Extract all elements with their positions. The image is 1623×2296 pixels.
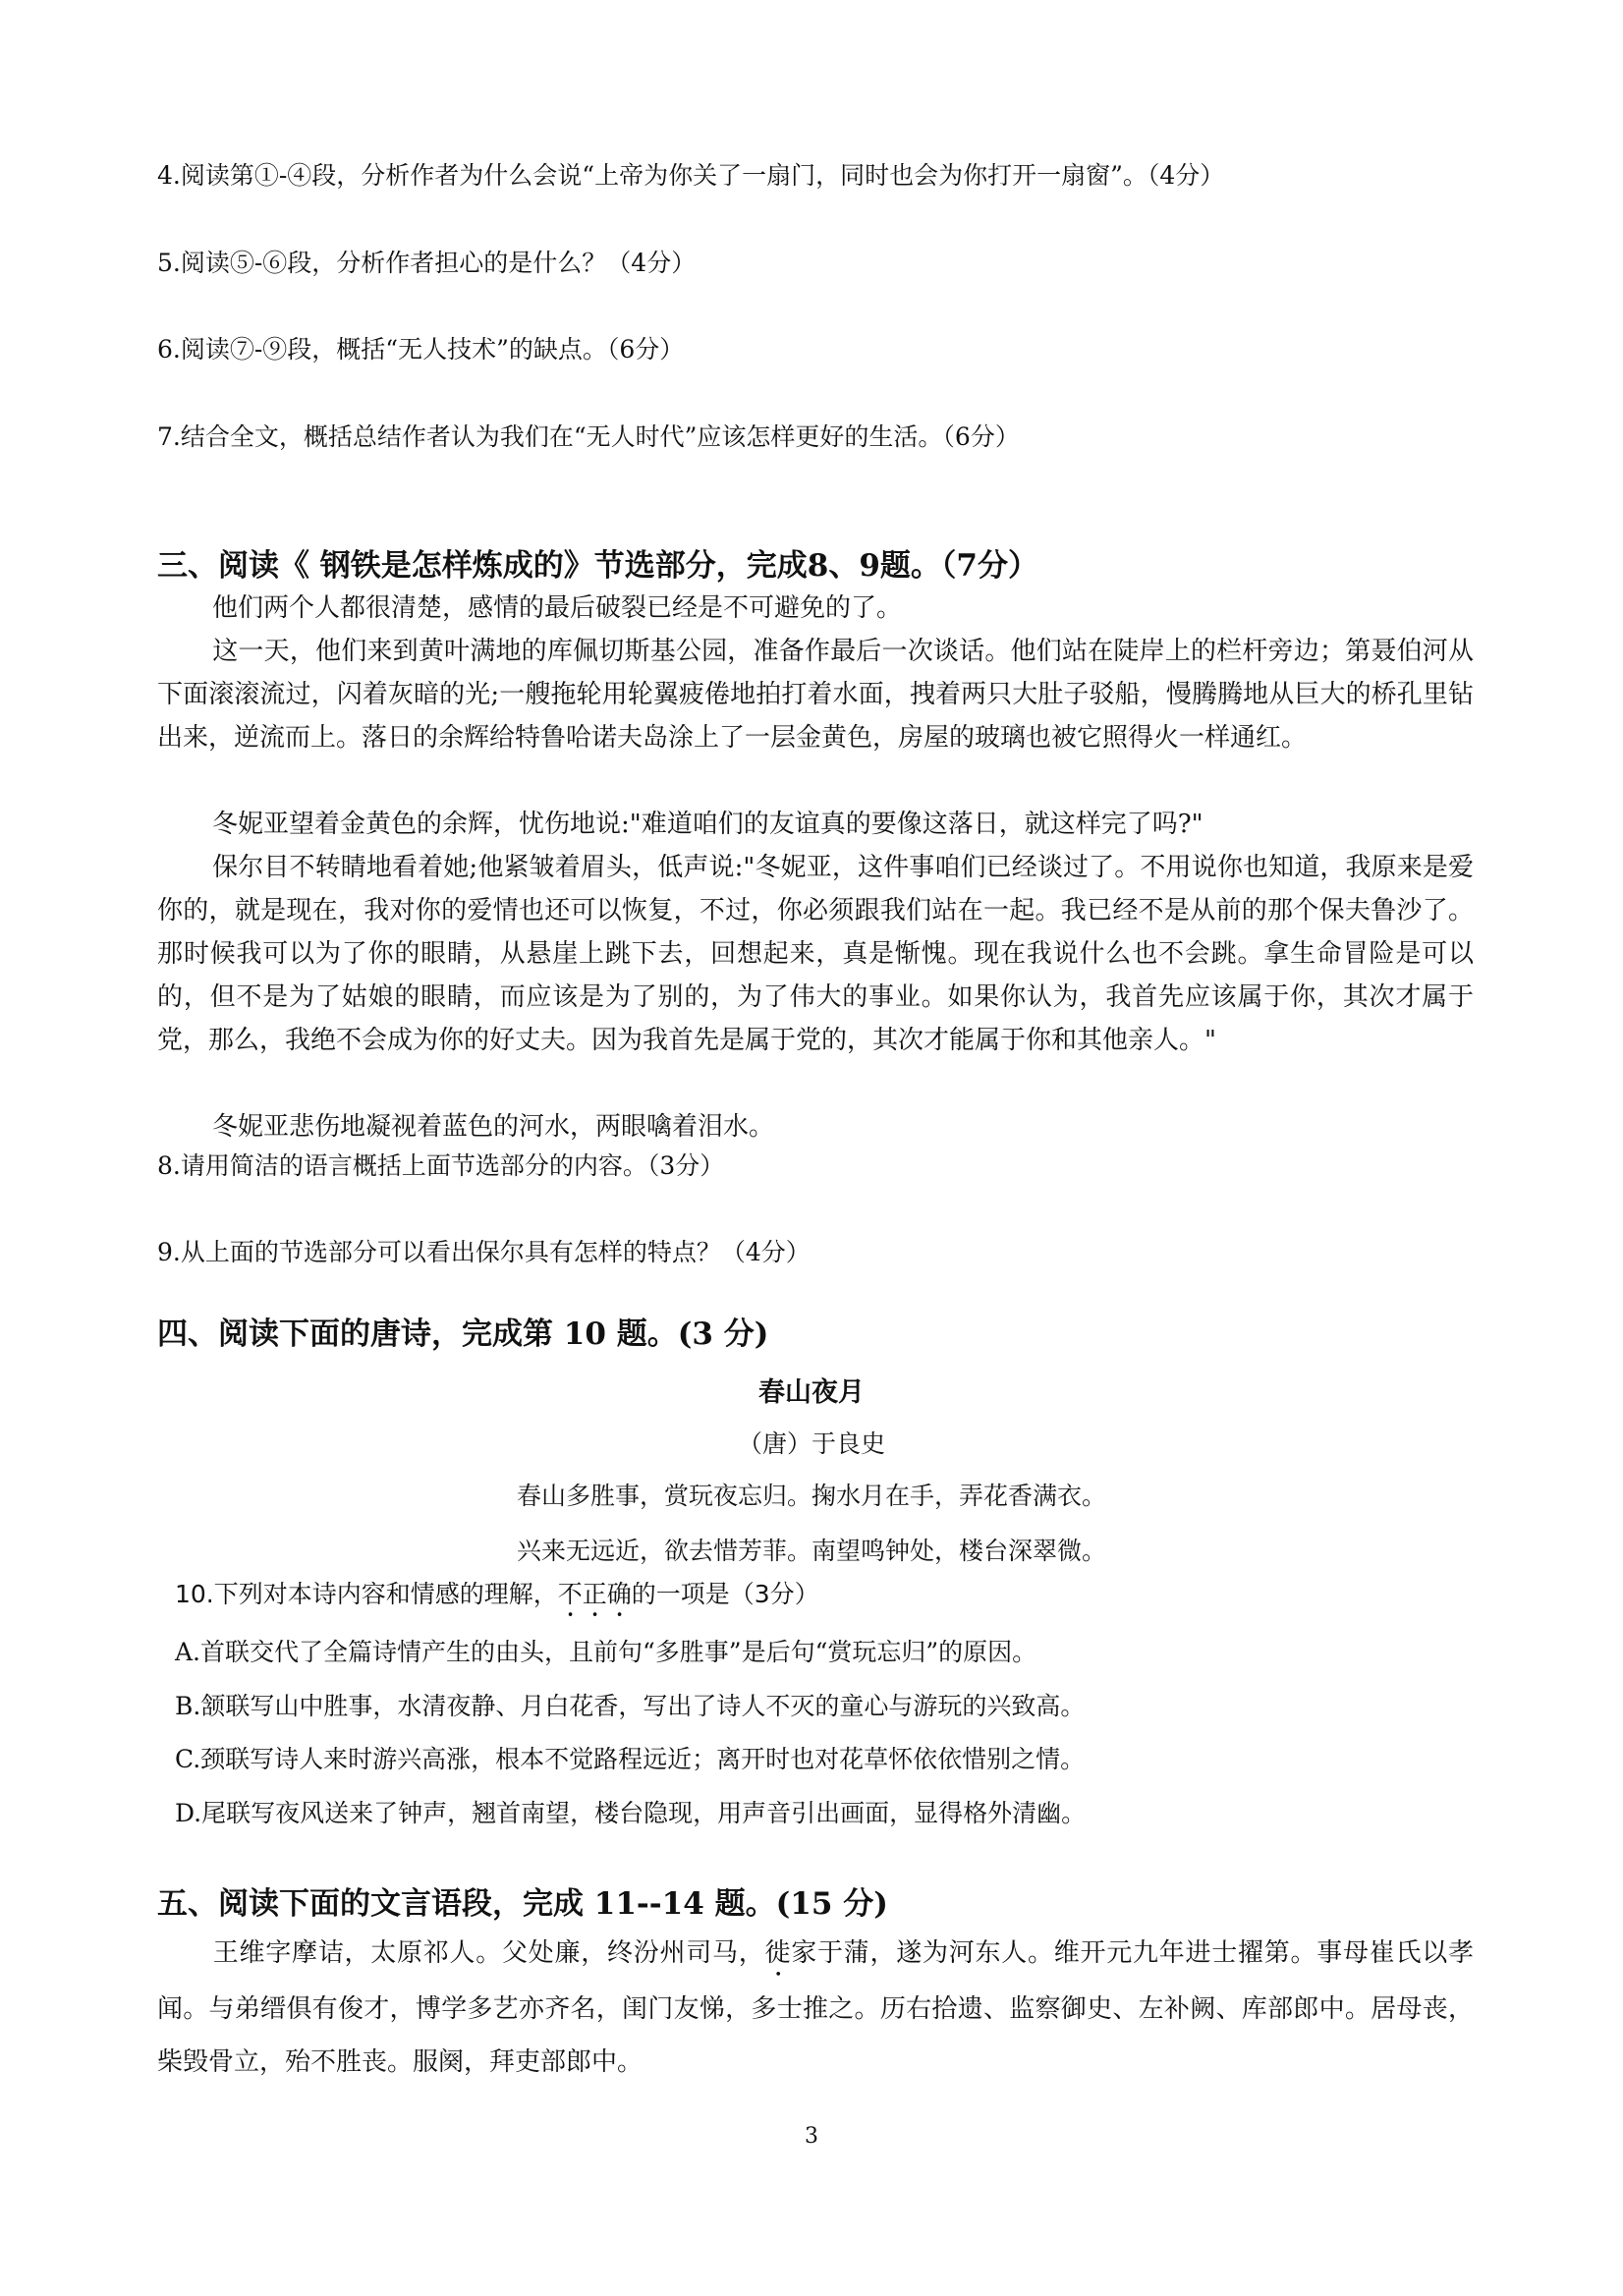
question-10	[175, 1578, 819, 1623]
option-b: B.颔联写山中胜事，水清夜静、月白花香，写出了诗人不灭的童心与游玩的兴致高。	[175, 1692, 1086, 1720]
paragraph-text: 他们两个人都很清楚，感情的最后破裂已经是不可避免的了。	[212, 593, 903, 623]
paragraph-text: 冬妮亚悲伤地凝视着蓝色的河水，两眼噙着泪水。	[212, 1112, 775, 1142]
option-a: A.首联交代了全篇诗情产生的由头，且前句“多胜事”是后句“赏玩忘归”的原因。	[175, 1638, 1037, 1666]
passage-paragraph-4	[157, 846, 1474, 1062]
question-6: 6.阅读⑦-⑨段，概括“无人技术”的缺点。（6分）	[157, 335, 685, 364]
page-number: 3	[805, 2124, 818, 2149]
question-10-prefix: 10.下列对本诗内容和情感的理解，	[175, 1580, 558, 1608]
passage-paragraph-3	[157, 803, 1474, 846]
poem-line-2: 兴来无远近，欲去惜芳菲。南望鸣钟处，楼台深翠微。	[516, 1537, 1106, 1565]
question-10-suffix: 的一项是（3分）	[631, 1580, 819, 1608]
passage-emphasis: 徙	[764, 1938, 792, 1968]
question-7: 7.结合全文，概括总结作者认为我们在“无人时代”应该怎样更好的生活。（6分）	[157, 422, 1020, 451]
passage-paragraph-1	[157, 587, 1474, 630]
passage-paragraph-5	[157, 1105, 1474, 1148]
question-8: 8.请用简洁的语言概括上面节选部分的内容。（3分）	[157, 1151, 725, 1180]
paragraph-text: 这一天，他们来到黄叶满地的库佩切斯基公园，准备作最后一次谈话。他们站在陡岸上的栏杆旁边；第聂伯河从下面滚滚流过，闪着灰暗的光;一艘拖轮用轮翼疲倦地拍打着水面，拽着两只大肚子驳船，慢腾腾地从巨大的桥孔里钻出来，逆流而上。落日的余辉给特鲁哈诺夫岛涂上了一层金黄色，房屋的玻璃也被它照得火一样通红。	[157, 637, 1474, 753]
paragraph-text: 冬妮亚望着金黄色的余辉，忧伤地说:"难道咱们的友谊真的要像这落日，就这样完了吗?"	[212, 810, 1203, 839]
paragraph-text: 保尔目不转睛地看着她;他紧皱着眉头，低声说:"冬妮亚，这件事咱们已经谈过了。不用说你也知道，我原来是爱你的，就是现在，我对你的爱情也还可以恢复，不过，你必须跟我们站在一起。我已经不是从前的那个保夫鲁沙了。那时候我可以为了你的眼睛，从悬崖上跳下去，回想起来，真是惭愧。现在我说什么也不会跳。拿生命冒险是可以的，但不是为了姑娘的眼睛，而应该是为了别的，为了伟大的事业。如果你认为，我首先应该属于你，其次才属于党，那么，我绝不会成为你的好丈夫。因为我首先是属于党的，其次才能属于你和其他亲人。"	[157, 853, 1474, 1055]
poem-author: （唐）于良史	[737, 1429, 885, 1458]
passage-text: 家于蒲，遂为河东人。维开元九年进士擢第。事母崔氏以孝闻。与弟缙俱有俊才，博学多艺亦齐名，闺门友悌，多士推之。历右拾遗、监察御史、左补阙、库部郎中。居母丧，柴毁骨立，殆不胜丧。服阕，拜吏部郎中。	[157, 1938, 1474, 2077]
question-5: 5.阅读⑤-⑥段，分析作者担心的是什么？（4分）	[157, 249, 697, 277]
question-4: 4.阅读第①-④段，分析作者为什么会说“上帝为你关了一扇门，同时也会为你打开一扇窗”。（4分）	[157, 161, 1225, 190]
passage-text: 王维字摩诘，太原祁人。父处廉，终汾州司马，	[212, 1938, 765, 1968]
poem-line-1: 春山多胜事，赏玩夜忘归。掬水月在手，弄花香满衣。	[516, 1482, 1106, 1510]
section-5-heading: 五、阅读下面的文言语段，完成 11--14 题。(15 分)	[157, 1886, 888, 1922]
option-c: C.颈联写诗人来时游兴高涨，根本不觉路程远近；离开时也对花草怀依依惜别之情。	[175, 1745, 1086, 1773]
question-10-emphasis: 不正确	[557, 1580, 632, 1608]
classical-passage	[157, 1927, 1474, 2089]
passage-paragraph-2	[157, 630, 1474, 759]
question-9: 9.从上面的节选部分可以看出保尔具有怎样的特点？（4分）	[157, 1238, 811, 1266]
option-d: D.尾联写夜风送来了钟声，翘首南望，楼台隐现，用声音引出画面，显得格外清幽。	[175, 1799, 1087, 1827]
section-4-heading: 四、阅读下面的唐诗，完成第 10 题。(3 分)	[157, 1316, 769, 1352]
section-3-heading: 三、阅读《 钢铁是怎样炼成的》节选部分，完成8、9题。（7分）	[157, 548, 1038, 584]
poem-title: 春山夜月	[758, 1377, 865, 1408]
